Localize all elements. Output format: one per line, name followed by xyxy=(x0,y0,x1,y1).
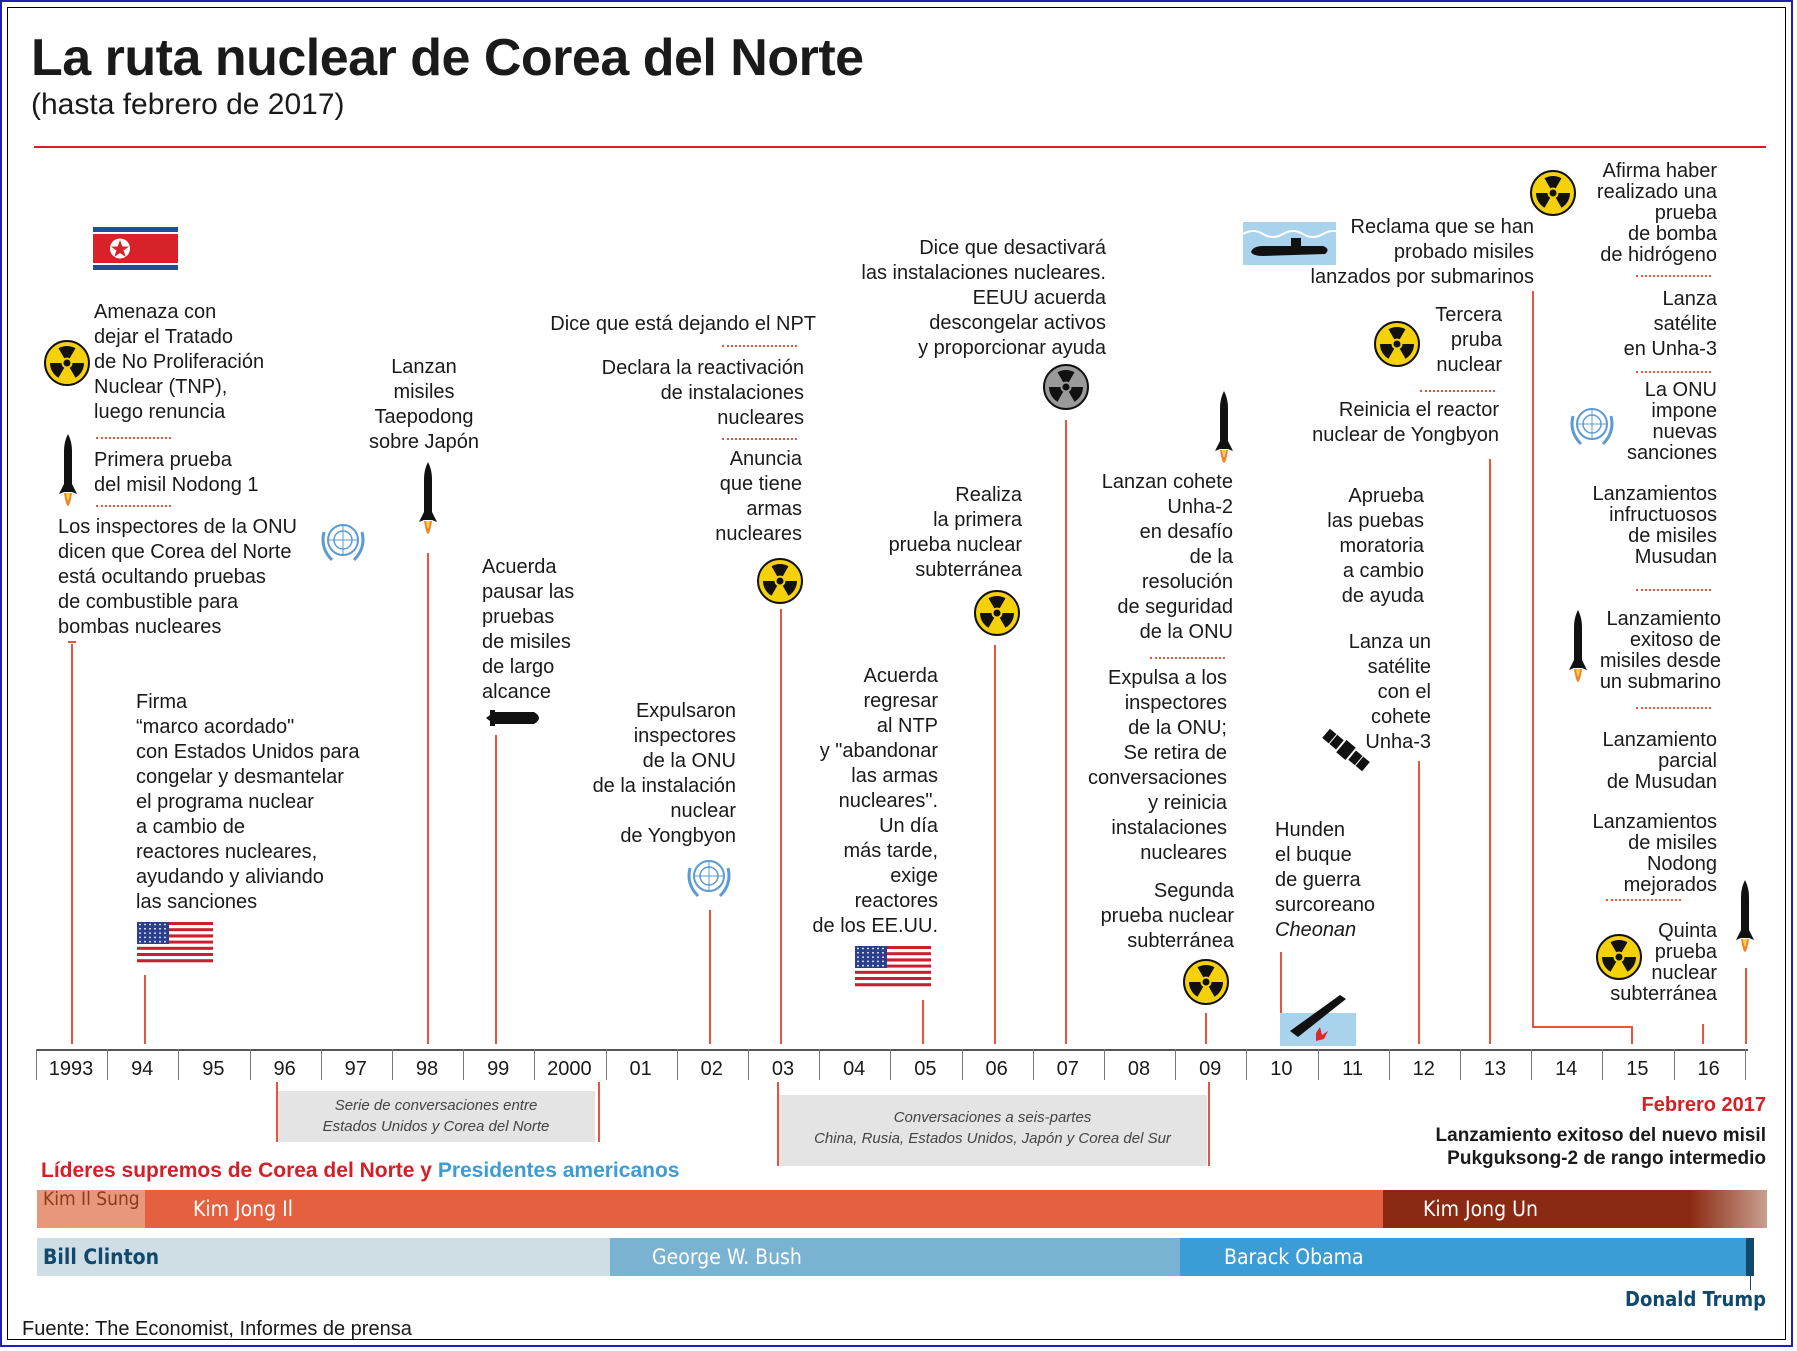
bar-obama xyxy=(1180,1238,1746,1276)
event-2012-moratorium xyxy=(1270,484,1424,609)
event-line: instalaciones xyxy=(1111,817,1227,839)
event-line: Quinta xyxy=(1658,920,1717,942)
feb-2017-line2: Pukguksong-2 de rango intermedio xyxy=(1447,1148,1766,1169)
event-line: de la ONU xyxy=(642,750,736,772)
event-line: Nodong xyxy=(1646,853,1717,875)
us-flag-icon xyxy=(137,922,213,962)
event-line: de la instalación xyxy=(592,775,736,797)
stem-2009 xyxy=(1205,1013,1207,1044)
event-line: y proporcionar ayuda xyxy=(918,337,1106,359)
event-line: está ocultando pruebas xyxy=(58,566,266,588)
event-line: en Unha-3 xyxy=(1623,338,1717,360)
satellite-icon xyxy=(1318,722,1374,778)
separator xyxy=(1636,371,1711,373)
event-line: moratoria xyxy=(1339,535,1424,557)
rocket-icon xyxy=(58,434,78,514)
event-2016-musudan-partial xyxy=(1560,730,1717,793)
bar-kim-jong-il-label: Kim Jong Il xyxy=(193,1197,293,1221)
event-line: infructuosos xyxy=(1609,504,1717,526)
stem-2012 xyxy=(1418,761,1420,1044)
event-line: “marco acordado" xyxy=(136,716,295,738)
year-label: 95 xyxy=(202,1058,225,1080)
separator xyxy=(722,438,797,440)
event-line: y reinicia xyxy=(1148,792,1227,814)
event-line: parcial xyxy=(1658,750,1717,772)
event-1993-nodong xyxy=(94,448,259,498)
event-line: Acuerda xyxy=(863,665,938,687)
event-line: nucleares xyxy=(715,523,802,545)
separator xyxy=(1636,589,1711,591)
radiation-icon xyxy=(757,558,803,604)
bar-clinton xyxy=(37,1238,610,1276)
event-line: Lanzamiento xyxy=(1602,729,1717,751)
event-line: en desafío xyxy=(1139,521,1233,543)
event-line: exitoso de xyxy=(1629,629,1721,651)
event-line: Firma xyxy=(136,691,188,713)
year-label: 96 xyxy=(273,1058,296,1080)
radiation-icon xyxy=(1530,170,1576,216)
event-line: conversaciones xyxy=(1088,767,1227,789)
event-line: surcoreano xyxy=(1275,894,1376,916)
event-2005-agreement xyxy=(780,664,938,939)
event-line: prueba xyxy=(1654,202,1717,224)
event-line: inspectores xyxy=(1124,692,1227,714)
axis-tick xyxy=(1745,1049,1746,1080)
separator xyxy=(1420,390,1495,392)
event-line: de Musudan xyxy=(1606,771,1717,793)
year-label: 13 xyxy=(1483,1058,1507,1080)
year-label: 14 xyxy=(1555,1058,1578,1080)
event-line: Los inspectores de la ONU xyxy=(58,516,298,538)
event-line: y "abandonar xyxy=(819,740,938,762)
missile-icon xyxy=(486,710,544,726)
event-line: Dice que desactivará xyxy=(919,237,1106,259)
stem-2017 xyxy=(1745,968,1747,1044)
radiation-icon xyxy=(1596,934,1642,980)
event-line: Lanzan xyxy=(391,356,457,378)
year-label: 03 xyxy=(771,1058,795,1080)
source-note: Fuente: The Economist, Informes de prensa xyxy=(22,1318,412,1340)
stem-top xyxy=(68,641,76,643)
event-line: nuclear xyxy=(1436,354,1502,376)
event-line: misiles xyxy=(393,381,455,403)
event-line: resolución xyxy=(1141,571,1233,593)
event-line: lanzados por submarinos xyxy=(1310,266,1534,288)
event-line: regresar xyxy=(863,690,938,712)
year-label: 11 xyxy=(1342,1058,1363,1080)
event-line: que tiene xyxy=(719,473,802,495)
event-line: prueba nuclear xyxy=(1100,905,1234,927)
event-line: un submarino xyxy=(1599,671,1721,693)
separator xyxy=(1636,275,1711,277)
stem-2016 xyxy=(1702,1024,1704,1044)
stem-2002 xyxy=(709,910,711,1044)
event-line: de guerra xyxy=(1275,869,1361,891)
event-line: de la ONU xyxy=(1139,621,1233,643)
event-2009-second-test xyxy=(1040,879,1234,954)
page-subtitle: (hasta febrero de 2017) xyxy=(31,88,345,121)
event-line: satélite xyxy=(1367,656,1431,678)
event-line: reactores xyxy=(854,890,938,912)
bar-bush xyxy=(610,1238,1180,1276)
event-line: a cambio de xyxy=(136,816,245,838)
event-line: de la ONU; xyxy=(1128,717,1227,739)
page-title: La ruta nuclear de Corea del Norte xyxy=(31,29,864,87)
event-line: Lanzan cohete xyxy=(1101,471,1233,493)
year-label: 10 xyxy=(1270,1058,1293,1080)
event-line: congelar y desmantelar xyxy=(136,766,344,788)
event-line: Dice que está dejando el NPT xyxy=(550,313,816,335)
radiation-icon xyxy=(1374,321,1420,367)
event-line: cohete xyxy=(1370,706,1431,728)
event-line: Expulsaron xyxy=(635,700,736,722)
bar-obama-label: Barack Obama xyxy=(1224,1245,1364,1269)
event-line: sanciones xyxy=(1626,442,1717,464)
year-label: 01 xyxy=(629,1058,652,1080)
event-line: descongelar activos xyxy=(929,312,1106,334)
leaders-header xyxy=(41,1159,679,1183)
event-line: con el xyxy=(1377,681,1431,703)
event-line: Unha-2 xyxy=(1167,496,1233,518)
event-line: dejar el Tratado xyxy=(94,326,233,348)
talks-six-party-bracket xyxy=(777,1082,1210,1166)
stem-2007 xyxy=(1065,420,1067,1044)
event-1994-framework xyxy=(136,690,359,915)
event-line: al NTP xyxy=(876,715,938,737)
event-2003-npt xyxy=(490,312,816,337)
event-line: Segunda xyxy=(1153,880,1234,902)
event-line: nuclear de Yongbyon xyxy=(1312,424,1499,446)
event-line: misiles desde xyxy=(1599,650,1721,672)
north-korea-flag-icon xyxy=(93,227,178,270)
bar-kim-jong-il xyxy=(145,1190,1383,1228)
radiation-icon xyxy=(1043,364,1089,410)
year-label: 12 xyxy=(1412,1058,1435,1080)
stem-2013 xyxy=(1489,459,1491,1044)
separator xyxy=(1150,657,1225,659)
stem-2003 xyxy=(780,609,782,1044)
event-line: Reclama que se han xyxy=(1350,216,1534,238)
event-2009-expel xyxy=(1040,666,1227,866)
event-line: reactores nucleares, xyxy=(136,841,318,863)
event-line: de No Proliferación xyxy=(94,351,265,373)
warship-icon xyxy=(1280,985,1356,1046)
event-line: Se retira de xyxy=(1123,742,1227,764)
event-line: pausar las xyxy=(482,581,575,603)
rocket-icon xyxy=(1735,880,1755,960)
event-2016-nodong xyxy=(1560,812,1717,896)
year-label: 05 xyxy=(914,1058,937,1080)
radiation-icon xyxy=(44,340,90,386)
event-line: Amenaza con xyxy=(94,301,217,323)
event-2002-expelled xyxy=(540,699,736,849)
event-line: alcance xyxy=(482,681,551,703)
rocket-icon xyxy=(1568,610,1588,690)
event-line: de seguridad xyxy=(1117,596,1233,618)
event-line: Unha-3 xyxy=(1365,731,1431,753)
event-line: Realiza xyxy=(955,484,1022,506)
event-line: realizado una xyxy=(1596,181,1717,203)
year-label: 06 xyxy=(985,1058,1008,1080)
rocket-icon xyxy=(418,462,438,542)
event-line: pruebas xyxy=(482,606,555,628)
year-label: 07 xyxy=(1056,1058,1079,1080)
event-line: satélite xyxy=(1653,313,1717,335)
event-line: Expulsa a los xyxy=(1108,667,1227,689)
talks-six-party-line2: China, Rusia, Estados Unidos, Japón y Corea del Sur xyxy=(814,1130,1171,1147)
feb-2017-label: Febrero 2017 xyxy=(1641,1094,1766,1116)
event-line: ayudando y aliviando xyxy=(136,866,324,888)
event-line: de bomba xyxy=(1628,223,1717,245)
feb-2017-text xyxy=(1340,1124,1766,1170)
event-1999-pause xyxy=(482,555,574,705)
event-line: exige xyxy=(890,865,938,887)
feb-2017-line1: Lanzamiento exitoso del nuevo misil xyxy=(1435,1125,1766,1146)
year-label: 99 xyxy=(487,1058,510,1080)
bar-bush-label: George W. Bush xyxy=(652,1245,802,1269)
event-2010-cheonan xyxy=(1275,818,1375,943)
bar-clinton-label: Bill Clinton xyxy=(43,1245,160,1269)
event-line: con Estados Unidos para xyxy=(136,741,360,763)
year-label: 98 xyxy=(415,1058,439,1080)
radiation-icon xyxy=(1183,959,1229,1005)
event-line: de misiles xyxy=(1628,832,1717,854)
event-line: pruba xyxy=(1450,329,1502,351)
event-line: de combustible para xyxy=(58,591,239,613)
event-line: prueba nuclear xyxy=(888,534,1022,556)
event-2007-deactivate xyxy=(780,236,1106,361)
event-line: nuevas xyxy=(1652,421,1717,443)
event-line: Aprueba xyxy=(1348,485,1424,507)
talks-us-nk-line1: Serie de conversaciones entre xyxy=(334,1097,538,1114)
un-emblem-icon xyxy=(684,854,734,900)
year-label: 97 xyxy=(344,1058,367,1080)
us-flag-icon xyxy=(855,946,931,986)
event-line: Anuncia xyxy=(729,448,802,470)
year-label: 04 xyxy=(843,1058,866,1080)
separator xyxy=(96,437,171,439)
year-label: 1993 xyxy=(48,1058,94,1080)
leaders-header-us: Presidentes americanos xyxy=(437,1159,680,1182)
event-line: el programa nuclear xyxy=(136,791,314,813)
bar-kim-jong-un-label: Kim Jong Un xyxy=(1423,1197,1538,1221)
event-line: de largo xyxy=(482,656,555,678)
stem-2014 xyxy=(1532,291,1534,1028)
stem-2006 xyxy=(994,645,996,1044)
event-line: Tercera xyxy=(1435,304,1502,326)
event-line: de la xyxy=(1189,546,1233,568)
event-line: nucleares xyxy=(1140,842,1227,864)
event-line: La ONU xyxy=(1644,379,1717,401)
event-line: inspectores xyxy=(633,725,736,747)
event-2003-weapons xyxy=(640,447,802,547)
event-line: Declara la reactivación xyxy=(601,357,804,379)
event-line: Afirma haber xyxy=(1602,160,1717,182)
event-line: la primera xyxy=(933,509,1022,531)
event-line: de instalaciones xyxy=(660,382,804,404)
year-label: 02 xyxy=(700,1058,723,1080)
event-2016-satellite xyxy=(1560,287,1717,362)
event-line: las instalaciones nucleares. xyxy=(861,262,1106,284)
event-line: sobre Japón xyxy=(368,431,480,453)
event-line: nucleares xyxy=(717,407,804,429)
bar-kim-il-sung xyxy=(37,1190,145,1228)
event-line: nucleares". xyxy=(838,790,938,812)
year-label: 15 xyxy=(1626,1058,1649,1080)
event-line: a cambio xyxy=(1342,560,1424,582)
event-line: prueba xyxy=(1654,941,1717,963)
event-line: mejorados xyxy=(1623,874,1717,896)
bar-kim-il-sung-label: Kim Il Sung xyxy=(43,1188,140,1210)
event-line: nuclear xyxy=(1651,962,1717,984)
rocket-icon xyxy=(1214,391,1234,471)
event-line: Lanzamiento xyxy=(1606,608,1721,630)
event-line: de los EE.UU. xyxy=(812,915,938,937)
event-line: de ayuda xyxy=(1341,585,1424,607)
un-emblem-icon xyxy=(1567,402,1617,448)
event-line: dicen que Corea del Norte xyxy=(58,541,292,563)
event-2006-first-test xyxy=(830,483,1022,583)
leaders-header-and: y xyxy=(420,1159,432,1182)
event-line: Reinicia el reactor xyxy=(1338,399,1499,421)
event-line: Lanza xyxy=(1662,288,1717,310)
bar-kim-jong-un xyxy=(1383,1190,1767,1228)
event-line: de hidrógeno xyxy=(1600,244,1717,266)
talks-us-nk-bracket xyxy=(276,1082,600,1142)
event-line: Lanza un xyxy=(1348,631,1431,653)
stem-1999 xyxy=(495,735,497,1044)
event-2003-reactivation xyxy=(540,356,804,431)
event-1998-taepodong xyxy=(356,355,492,455)
un-emblem-icon xyxy=(318,518,368,564)
stem-2005 xyxy=(922,1000,924,1044)
submarine-icon xyxy=(1243,222,1336,265)
event-2009-unha2 xyxy=(1060,470,1233,645)
year-label: 16 xyxy=(1697,1058,1720,1080)
event-line: el buque xyxy=(1275,844,1352,866)
event-line: impone xyxy=(1651,400,1717,422)
event-line: subterránea xyxy=(1127,930,1234,952)
bar-trump xyxy=(1746,1238,1754,1276)
separator xyxy=(1606,899,1681,901)
event-line: de misiles xyxy=(1628,525,1717,547)
event-line: Acuerda xyxy=(482,556,557,578)
event-line: las sanciones xyxy=(136,891,258,913)
year-label: 94 xyxy=(131,1058,154,1080)
event-line: Hunden xyxy=(1275,819,1346,841)
stem-1998 xyxy=(427,553,429,1044)
event-line: las armas xyxy=(851,765,938,787)
event-line: luego renuncia xyxy=(94,401,226,423)
event-line: Nuclear (TNP), xyxy=(94,376,228,398)
event-line: subterránea xyxy=(915,559,1022,581)
stem-2015 xyxy=(1631,1026,1633,1044)
ship-name: Cheonan xyxy=(1275,919,1357,941)
event-line: Musudan xyxy=(1634,546,1717,568)
talks-six-party-line1: Conversaciones a seis-partes xyxy=(893,1109,1092,1126)
leaders-header-nk: Líderes supremos de Corea del Norte xyxy=(41,1159,415,1182)
event-line: subterránea xyxy=(1610,983,1717,1005)
event-1993-inspectors xyxy=(58,515,297,640)
event-line: probado misiles xyxy=(1393,241,1534,263)
event-line: armas xyxy=(746,498,802,520)
event-1993-npt xyxy=(94,300,264,425)
stem-2014-connector xyxy=(1532,1026,1633,1028)
event-line: nuclear xyxy=(670,800,736,822)
event-line: del misil Nodong 1 xyxy=(94,474,259,496)
stem-1993 xyxy=(71,644,73,1044)
event-line: Primera prueba xyxy=(94,449,232,471)
year-label: 08 xyxy=(1127,1058,1151,1080)
event-line: las puebas xyxy=(1327,510,1424,532)
event-line: bombas nucleares xyxy=(58,616,222,638)
event-line: Un día xyxy=(879,815,938,837)
bar-trump-label: Donald Trump xyxy=(1625,1287,1766,1311)
event-2016-hbomb xyxy=(1560,161,1717,266)
year-label: 2000 xyxy=(547,1058,592,1080)
stem-1994 xyxy=(144,975,146,1044)
event-2013-reactor xyxy=(1280,398,1499,448)
event-line: Taepodong xyxy=(374,406,474,428)
event-line: de misiles xyxy=(482,631,571,653)
title-divider xyxy=(34,146,1766,148)
event-line: más tarde, xyxy=(843,840,938,862)
year-label: 09 xyxy=(1199,1058,1222,1080)
separator xyxy=(1636,707,1711,709)
talks-us-nk-line2: Estados Unidos y Corea del Norte xyxy=(322,1118,550,1135)
separator xyxy=(96,505,171,507)
event-line: de Yongbyon xyxy=(620,825,736,847)
event-line: Lanzamientos xyxy=(1592,483,1717,505)
event-line: EEUU acuerda xyxy=(972,287,1106,309)
event-line: Lanzamientos xyxy=(1592,811,1717,833)
event-2016-musudan-failed xyxy=(1560,484,1717,568)
radiation-icon xyxy=(974,590,1020,636)
